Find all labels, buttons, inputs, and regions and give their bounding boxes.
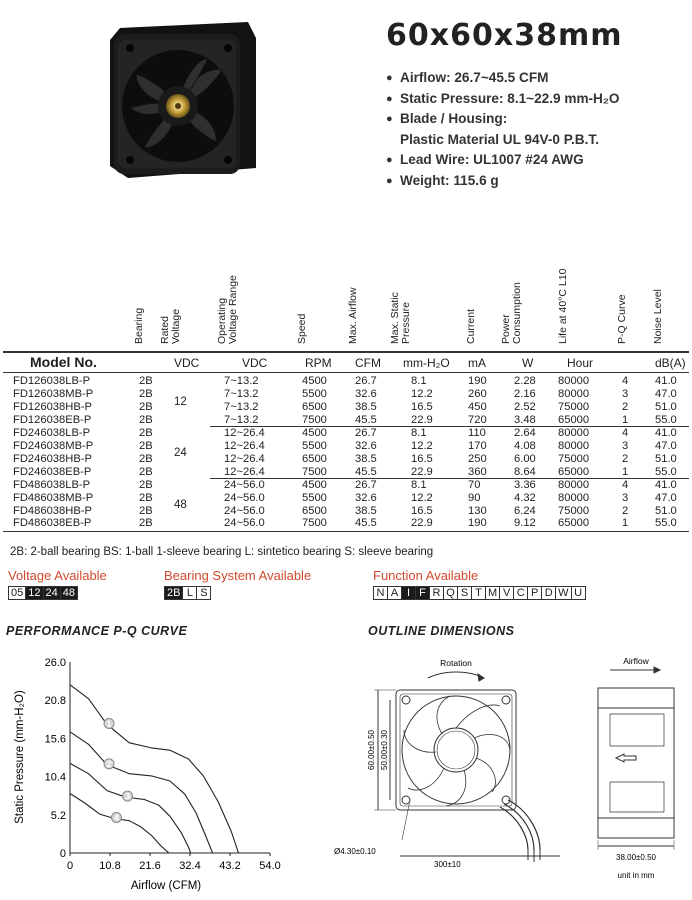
y-tick-label: 15.6 <box>44 733 66 746</box>
cell-model: FD126038MB-P <box>13 387 94 400</box>
col-header-noise: Noise Level <box>652 289 664 344</box>
cell-bearing: 2B <box>139 413 153 426</box>
option-box-24: 24 <box>43 586 61 600</box>
option-box-12: 12 <box>25 586 43 600</box>
cell-pq-curve: 2 <box>622 400 629 413</box>
cell-noise: 51.0 <box>655 452 677 465</box>
cell-pressure: 8.1 <box>411 478 427 491</box>
cell-speed: 5500 <box>302 491 327 504</box>
spec-weight: ● Weight: 115.6 g <box>386 172 499 188</box>
curve-label-4: 4 <box>114 813 119 823</box>
unit-op-vdc: VDC <box>242 356 268 370</box>
curve-label-1: 1 <box>106 719 112 729</box>
col-header-operating-voltage: Operating Voltage Range <box>216 275 239 344</box>
cell-op-voltage: 24~56.0 <box>224 478 265 491</box>
cell-airflow: 26.7 <box>355 375 377 387</box>
cell-current: 260 <box>468 387 487 400</box>
cell-noise: 41.0 <box>655 375 677 387</box>
cell-noise: 55.0 <box>655 517 677 530</box>
cell-model: FD126038EB-P <box>13 413 92 426</box>
cell-op-voltage: 7~13.2 <box>224 375 259 387</box>
cell-pressure: 16.5 <box>411 504 433 517</box>
cell-power: 4.08 <box>514 439 536 452</box>
option-box-48: 48 <box>60 586 78 600</box>
cell-current: 450 <box>468 400 487 413</box>
col-header-max-static-pressure: Max. Static Pressure <box>389 292 412 344</box>
cell-current: 250 <box>468 452 487 465</box>
pq-curve-1 <box>70 685 239 853</box>
y-axis-label: Static Pressure (mm-H₂O) <box>14 690 26 824</box>
cell-power: 6.00 <box>514 452 536 465</box>
cell-pressure: 8.1 <box>411 375 427 387</box>
cell-pressure: 22.9 <box>411 517 433 530</box>
cell-noise: 47.0 <box>655 491 677 504</box>
spec-material: Plastic Material UL 94V-0 P.B.T. <box>400 131 599 147</box>
cell-model: FD126038LB-P <box>13 375 91 387</box>
cell-pq-curve: 2 <box>622 504 629 517</box>
option-box-c: C <box>513 586 528 600</box>
unit-cfm: CFM <box>355 356 381 370</box>
cell-pq-curve: 3 <box>622 491 629 504</box>
cell-power: 2.28 <box>514 375 536 387</box>
cell-power: 9.12 <box>514 517 536 530</box>
cell-pressure: 16.5 <box>411 400 433 413</box>
outline-dimensions-title: OUTLINE DIMENSIONS <box>368 624 515 638</box>
cell-pq-curve: 3 <box>622 439 629 452</box>
cell-current: 360 <box>468 465 487 478</box>
cell-model: FD126038HB-P <box>13 400 92 413</box>
cell-speed: 5500 <box>302 439 327 452</box>
cell-model: FD486038HB-P <box>13 504 92 517</box>
cell-airflow: 32.6 <box>355 491 377 504</box>
pq-curve-2 <box>70 732 213 853</box>
cell-model: FD486038MB-P <box>13 491 94 504</box>
cell-life: 65000 <box>558 413 590 426</box>
cell-airflow: 45.5 <box>355 465 377 478</box>
cell-pressure: 12.2 <box>411 491 433 504</box>
x-tick-label: 43.2 <box>219 860 241 872</box>
pq-curve-3 <box>70 763 191 853</box>
cell-noise: 41.0 <box>655 426 677 439</box>
cell-power: 8.64 <box>514 465 536 478</box>
pq-curve-title: PERFORMANCE P-Q CURVE <box>6 624 188 638</box>
cell-bearing: 2B <box>139 504 153 517</box>
option-box-v: V <box>499 586 514 600</box>
cell-op-voltage: 24~56.0 <box>224 504 265 517</box>
cell-op-voltage: 12~26.4 <box>224 426 265 439</box>
unit-label: unit in mm <box>617 871 655 880</box>
dim-hole-diameter: Ø4.30±0.10 <box>334 847 376 856</box>
option-box-w: W <box>555 586 571 600</box>
spec-list <box>386 68 620 191</box>
fan-product-photo <box>100 18 260 190</box>
cell-model: FD246038EB-P <box>13 465 92 478</box>
cell-speed: 6500 <box>302 400 327 413</box>
y-tick-label: 26.0 <box>44 657 66 669</box>
cell-life: 80000 <box>558 375 590 387</box>
pq-curve-chart <box>0 645 300 900</box>
dim-hole-50: 50.00±0.30 <box>380 730 389 770</box>
x-tick-label: 32.4 <box>179 860 201 872</box>
cell-airflow: 45.5 <box>355 517 377 530</box>
pq-curve-4 <box>70 794 169 854</box>
model-no-header: Model No. <box>30 354 97 370</box>
cell-noise: 47.0 <box>655 387 677 400</box>
cell-life: 75000 <box>558 452 590 465</box>
option-box-05: 05 <box>8 586 26 600</box>
cell-speed: 7500 <box>302 413 327 426</box>
spec-airflow: ● Airflow: 26.7~45.5 CFM <box>386 70 549 85</box>
cell-current: 190 <box>468 517 487 530</box>
cell-pressure: 12.2 <box>411 387 433 400</box>
cell-bearing: 2B <box>139 375 153 387</box>
cell-speed: 6500 <box>302 452 327 465</box>
cell-airflow: 38.5 <box>355 504 377 517</box>
cell-pressure: 12.2 <box>411 439 433 452</box>
cell-current: 170 <box>468 439 487 452</box>
bearing-available-title: Bearing System Available <box>164 568 312 583</box>
voltage-available-title: Voltage Available <box>8 568 107 583</box>
outline-dimensions-drawing <box>320 650 692 890</box>
cell-power: 2.64 <box>514 426 536 439</box>
cell-current: 720 <box>468 413 487 426</box>
cell-bearing: 2B <box>139 387 153 400</box>
cell-model: FD246038LB-P <box>13 426 91 439</box>
dim-outer-60: 60.00±0.50 <box>367 730 376 770</box>
cell-airflow: 26.7 <box>355 478 377 491</box>
cell-bearing: 2B <box>139 452 153 465</box>
unit-rpm: RPM <box>305 356 332 370</box>
cell-op-voltage: 12~26.4 <box>224 465 265 478</box>
cell-current: 90 <box>468 491 481 504</box>
spec-static-pressure: ● Static Pressure: 8.1~22.9 mm-H₂O <box>386 90 620 106</box>
option-box-q: Q <box>443 586 458 600</box>
cell-current: 130 <box>468 504 487 517</box>
cell-life: 65000 <box>558 517 590 530</box>
cell-op-voltage: 24~56.0 <box>224 491 265 504</box>
col-header-bearing: Bearing <box>133 307 145 344</box>
cell-airflow: 32.6 <box>355 439 377 452</box>
cell-noise: 47.0 <box>655 439 677 452</box>
cell-pq-curve: 1 <box>622 465 629 478</box>
col-header-rated-voltage: Rated Voltage <box>159 308 182 344</box>
cell-airflow: 38.5 <box>355 452 377 465</box>
cell-life: 80000 <box>558 439 590 452</box>
option-box-p: P <box>527 586 542 600</box>
cell-model: FD486038EB-P <box>13 517 92 530</box>
cell-life: 65000 <box>558 465 590 478</box>
cell-op-voltage: 7~13.2 <box>224 387 259 400</box>
cell-noise: 55.0 <box>655 465 677 478</box>
cell-noise: 51.0 <box>655 504 677 517</box>
cell-speed: 4500 <box>302 375 327 387</box>
cell-pq-curve: 4 <box>622 426 629 439</box>
cell-model: FD246038MB-P <box>13 439 94 452</box>
cell-speed: 7500 <box>302 517 327 530</box>
airflow-label: Airflow <box>623 656 649 666</box>
option-box-l: L <box>182 586 197 600</box>
option-box-f: F <box>415 586 430 600</box>
dim-lead-length: 300±10 <box>434 860 461 869</box>
cell-op-voltage: 12~26.4 <box>224 439 265 452</box>
bearing-footnote: 2B: 2-ball bearing BS: 1-ball 1-sleeve bearing L: sintetico bearing S: sleeve bearing <box>10 546 434 558</box>
cell-noise: 51.0 <box>655 400 677 413</box>
cell-speed: 4500 <box>302 426 327 439</box>
option-box-i: I <box>401 586 416 600</box>
col-header-speed: Speed <box>296 313 308 344</box>
rotation-label: Rotation <box>440 658 472 668</box>
unit-dba: dB(A) <box>655 356 686 370</box>
cell-current: 110 <box>468 426 486 439</box>
cell-noise: 41.0 <box>655 478 677 491</box>
unit-mmh2o: mm-H₂O <box>403 356 450 370</box>
col-header-pq-curve: P-Q Curve <box>616 294 628 344</box>
x-tick-label: 21.6 <box>139 860 161 872</box>
spec-lead-wire: ● Lead Wire: UL1007 #24 AWG <box>386 152 584 167</box>
rated-voltage-24: 24 <box>174 447 187 459</box>
option-box-u: U <box>571 586 586 600</box>
option-box-d: D <box>541 586 556 600</box>
cell-power: 4.32 <box>514 491 536 504</box>
cell-noise: 55.0 <box>655 413 677 426</box>
cell-airflow: 26.7 <box>355 426 377 439</box>
x-tick-label: 0 <box>66 860 74 872</box>
cell-pq-curve: 1 <box>622 517 629 530</box>
curve-label-3: 3 <box>125 792 130 802</box>
unit-row-rule <box>3 372 689 373</box>
cell-op-voltage: 24~56.0 <box>224 517 265 530</box>
unit-hour: Hour <box>567 356 594 370</box>
cell-speed: 5500 <box>302 387 327 400</box>
option-box-s: S <box>457 586 472 600</box>
cell-bearing: 2B <box>139 426 153 439</box>
cell-speed: 4500 <box>302 478 327 491</box>
table-top-rule <box>3 351 689 353</box>
cell-pq-curve: 4 <box>622 375 629 387</box>
unit-ma: mA <box>468 356 486 370</box>
col-header-power: Power Consumption <box>500 282 523 344</box>
col-header-life: Life at 40°C L10 <box>557 268 569 344</box>
spec-blade-housing: ● Blade / Housing: <box>386 111 508 126</box>
curve-label-2: 2 <box>106 759 112 769</box>
function-available-boxes <box>373 586 585 600</box>
cell-current: 70 <box>468 478 481 491</box>
x-tick-label: 54.0 <box>259 860 281 872</box>
cell-bearing: 2B <box>139 517 153 530</box>
cell-power: 3.48 <box>514 413 536 426</box>
cell-speed: 7500 <box>302 465 327 478</box>
group-rule-1 <box>210 426 689 427</box>
cell-bearing: 2B <box>139 400 153 413</box>
option-box-n: N <box>373 586 388 600</box>
cell-pq-curve: 4 <box>622 478 629 491</box>
cell-airflow: 32.6 <box>355 387 377 400</box>
cell-current: 190 <box>468 375 487 387</box>
cell-op-voltage: 7~13.2 <box>224 400 259 413</box>
dim-depth-38: 38.00±0.50 <box>616 853 656 862</box>
rated-voltage-48: 48 <box>174 499 187 511</box>
col-header-max-airflow: Max. Airflow <box>347 287 359 344</box>
cell-airflow: 38.5 <box>355 400 377 413</box>
y-tick-label: 0 <box>59 848 66 860</box>
option-box-m: M <box>485 586 500 600</box>
cell-speed: 6500 <box>302 504 327 517</box>
option-box-r: R <box>429 586 444 600</box>
cell-life: 80000 <box>558 478 590 491</box>
cell-pressure: 16.5 <box>411 452 433 465</box>
cell-airflow: 45.5 <box>355 413 377 426</box>
table-bottom-rule <box>3 531 689 532</box>
option-box-a: A <box>387 586 402 600</box>
cell-power: 2.16 <box>514 387 536 400</box>
cell-pq-curve: 1 <box>622 413 629 426</box>
bearing-available-boxes <box>164 586 210 600</box>
cell-op-voltage: 12~26.4 <box>224 452 265 465</box>
cell-pq-curve: 2 <box>622 452 629 465</box>
cell-bearing: 2B <box>139 465 153 478</box>
cell-bearing: 2B <box>139 439 153 452</box>
y-tick-label: 5.2 <box>50 809 66 822</box>
cell-power: 3.36 <box>514 478 536 491</box>
cell-life: 75000 <box>558 400 590 413</box>
option-box-2b: 2B <box>164 586 183 600</box>
cell-model: FD486038LB-P <box>13 478 91 491</box>
cell-bearing: 2B <box>139 491 153 504</box>
cell-pq-curve: 3 <box>622 387 629 400</box>
y-tick-label: 10.4 <box>44 771 66 784</box>
voltage-available-boxes <box>8 586 77 600</box>
option-box-t: T <box>471 586 486 600</box>
cell-pressure: 22.9 <box>411 413 433 426</box>
cell-life: 80000 <box>558 387 590 400</box>
cell-life: 75000 <box>558 504 590 517</box>
cell-power: 6.24 <box>514 504 536 517</box>
cell-op-voltage: 7~13.2 <box>224 413 259 426</box>
y-tick-label: 20.8 <box>44 695 66 708</box>
cell-bearing: 2B <box>139 478 153 491</box>
cell-life: 80000 <box>558 491 590 504</box>
rated-voltage-12: 12 <box>174 396 187 408</box>
x-tick-label: 10.8 <box>99 860 121 872</box>
unit-w: W <box>522 356 534 370</box>
cell-pressure: 8.1 <box>411 426 427 439</box>
cell-pressure: 22.9 <box>411 465 433 478</box>
unit-rated-vdc: VDC <box>174 356 200 370</box>
option-box-s: S <box>196 586 211 600</box>
col-header-current: Current <box>465 308 477 344</box>
cell-model: FD246038HB-P <box>13 452 92 465</box>
group-rule-2 <box>210 478 689 479</box>
product-title: 60x60x38mm <box>386 18 623 53</box>
function-available-title: Function Available <box>373 568 479 583</box>
cell-power: 2.52 <box>514 400 536 413</box>
x-axis-label: Airflow (CFM) <box>130 880 202 892</box>
cell-life: 80000 <box>558 426 590 439</box>
